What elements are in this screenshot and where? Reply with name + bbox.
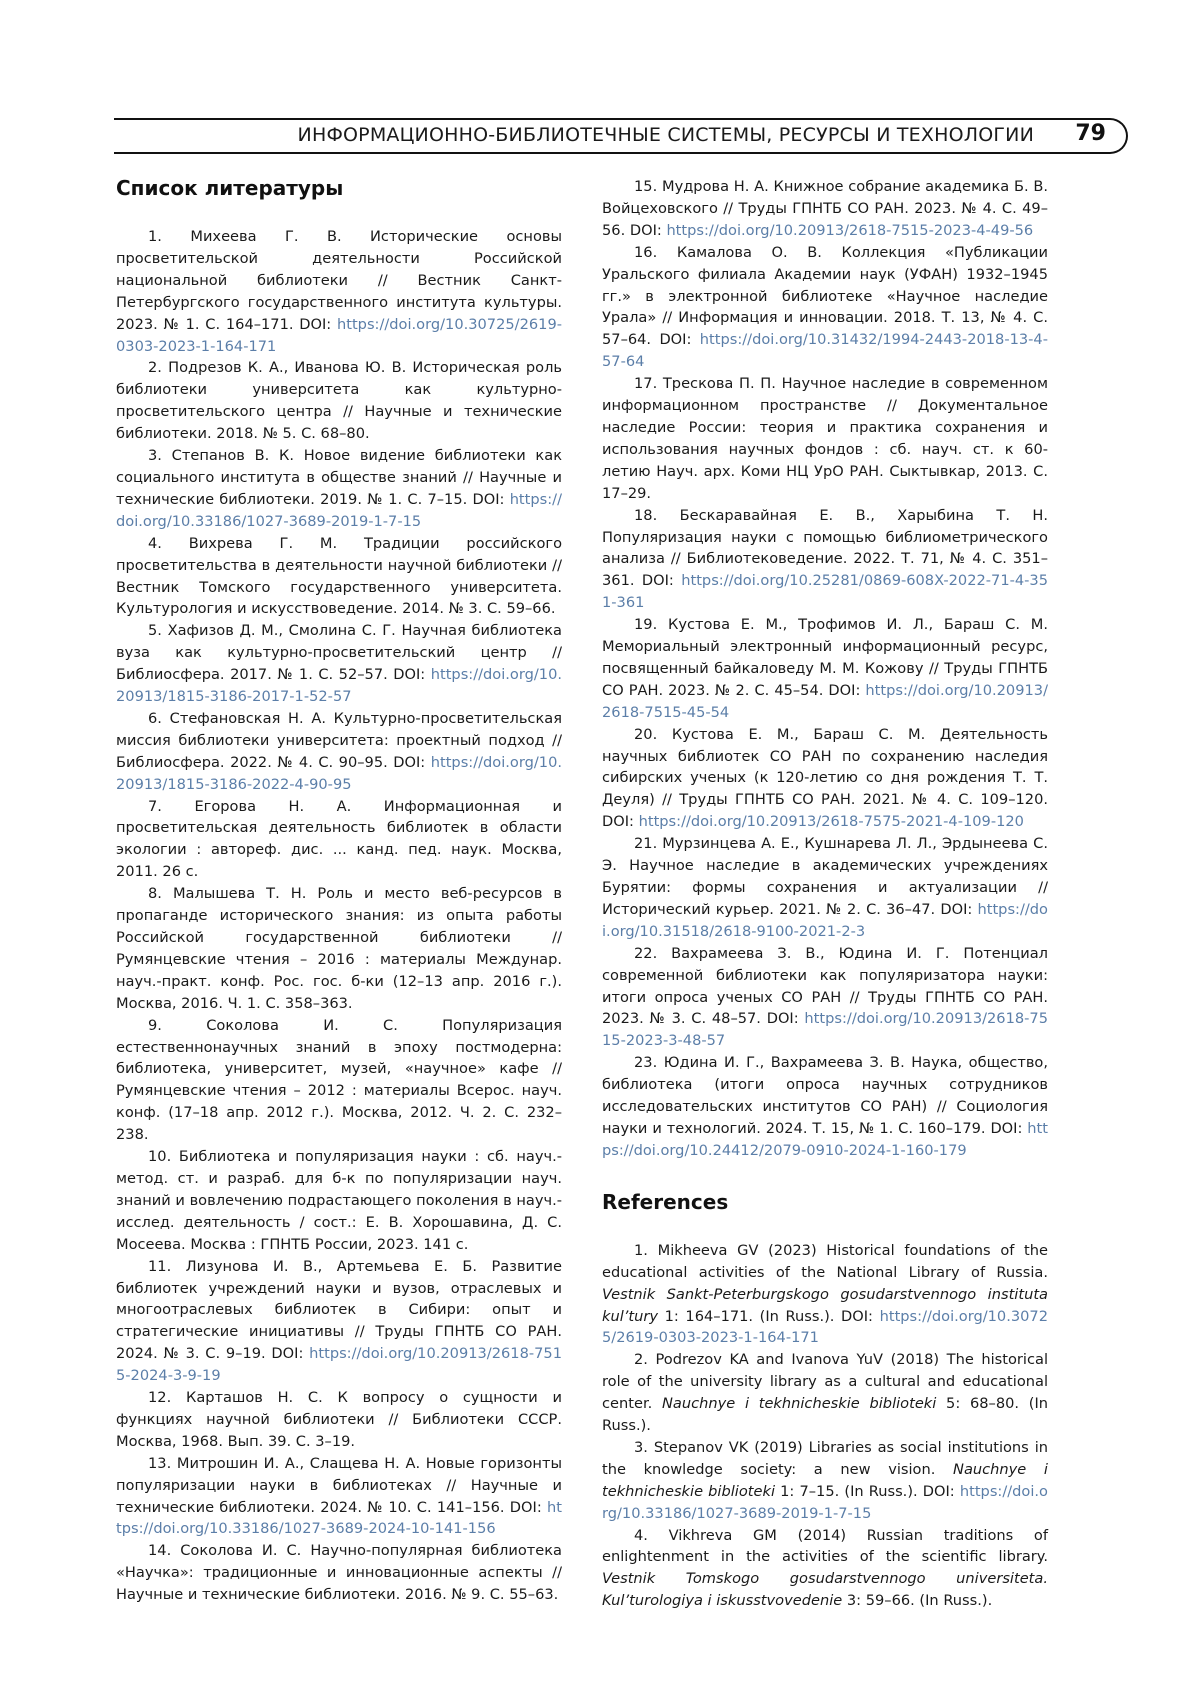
reference-doi-link[interactable]: https://doi.org/10.24412/2079-0910-2024-1-160-179 [602, 1119, 1048, 1159]
running-header [114, 118, 1128, 154]
reference-text: Хафизов Д. М., Смолина С. Г. Научная библиотека вуза как культурно-просветительский центр // Библиосфера. 2017. № 1. С. 52–57. DOI: [116, 622, 563, 684]
reference-text: Трескова П. П. Научное наследие в современном информационном пространстве // Документальное наследие России: теория и практика сохранения и использования научных фондов : сб. науч. ст. к 60-летию Науч. арх. Коми НЦ УрО РАН. Сыктывкар, 2013. С. 17–29. [602, 375, 1048, 502]
reference-item [116, 883, 562, 1014]
reference-doi-link[interactable]: https://doi.org/10.31432/1994-2443-2018-13-4-57-64 [602, 331, 1048, 371]
reference-text-tail: 3: 59–66. (In Russ.). [842, 1592, 993, 1610]
reference-number: 5. [148, 622, 162, 640]
journal-title: Nauchnye i tekhnicheskie biblioteki [602, 1460, 1048, 1500]
reference-text: Соколова И. С. Популяризация естественнонаучных знаний в эпоху постмодерна: библиотека, университет, музей, «научное» кафе // Румянцевские чтения – 2012 : материалы Всерос. науч. конф. (17–18 апр. 2012 г.). Москва, 2012. Ч. 2. С. 232–238. [116, 1016, 562, 1144]
english-references-heading: References [602, 1189, 729, 1214]
reference-item [116, 226, 562, 357]
reference-number: 4. [148, 534, 162, 552]
reference-item [602, 242, 1048, 373]
reference-item [116, 533, 562, 621]
reference-number: 13. [148, 1454, 172, 1472]
reference-text: Подрезов К. А., Иванова Ю. В. Историческая роль библиотеки университета как культурно-просветительского центра // Научные и технические библиотеки. 2018. № 5. С. 68–80. [116, 359, 562, 443]
reference-doi-link[interactable]: https://doi.org/10.30725/2619-0303-2023-1-164-171 [116, 315, 562, 355]
reference-number: 1. [148, 228, 162, 245]
reference-number: 17. [634, 375, 658, 393]
reference-text: Карташов Н. С. К вопросу о сущности и функциях научной библиотеки // Библиотеки СССР. Москва, 1968. Вып. 39. С. 3–19. [116, 1389, 562, 1450]
english-reference-list [602, 1240, 1048, 1612]
reference-doi-link[interactable]: https://doi.org/10.20913/2618-7515-2023-4-49-56 [666, 221, 1034, 239]
reference-number: 21. [634, 835, 658, 853]
page-number: 79 [1075, 121, 1106, 146]
reference-text-tail: 1: 164–171. (In Russ.). DOI: [658, 1307, 880, 1325]
russian-references-heading: Список литературы [116, 176, 344, 200]
reference-item [602, 373, 1048, 504]
reference-number: 11. [148, 1257, 172, 1275]
reference-text: Кустова Е. М., Бараш С. М. Деятельность научных библиотек СО РАН по сохранению наследия сибирских ученых (к 120-летию со дня рождения Т. Т. Деуля) // Труды ГПНТБ СО РАН. 2021. № 4. С. 109–120. DOI: [602, 725, 1049, 831]
reference-number: 14. [148, 1542, 172, 1560]
reference-text: Камалова О. В. Коллекция «Публикации Уральского филиала Академии наук (УФАН) 1932–1945 гг.» в электронной библиотеке «Научное наследие Урала» // Информация и инновации. 2018. Т. 13, № 4. С. 57–64. DOI: [602, 243, 1049, 349]
reference-item [116, 1387, 562, 1453]
reference-text: Бескаравайная Е. В., Харыбина Т. Н. Популяризация науки с помощью библиометрического анализа // Библиотековедение. 2022. Т. 71, № 4. С. 351–361. DOI: [602, 506, 1048, 590]
reference-text: Библиотека и популяризация науки : сб. науч.-метод. ст. и разраб. для б-к по популяризации науч. знаний и вовлечению подрастающего поколения в науч.-исслед. деятельность / сост.: Е. В. Хорошавина, Д. С. Мосеева. Москва : ГПНТБ России, 2023. 141 с. [116, 1148, 563, 1253]
russian-reference-list-part1 [116, 226, 562, 1606]
reference-text: Мурзинцева А. Е., Кушнарева Л. Л., Эрдынеева С. Э. Научное наследие в академических учреждениях Бурятии: формы сохранения и актуализации // Исторический курьер. 2021. № 2. С. 36–47. DOI: [602, 835, 1048, 918]
reference-item [116, 796, 562, 884]
reference-text: Podrezov KA and Ivanova YuV (2018) The historical role of the university library as a cultural and educational center. [602, 1351, 1049, 1413]
reference-item [116, 1256, 562, 1387]
reference-text: Лизунова И. В., Артемьева Е. Б. Развитие библиотек учреждений науки и вузов, отраслевых и многоотраслевых библиотек в Сибири: опыт и стратегические инициативы // Труды ГПНТБ СО РАН. 2024. № 3. С. 9–19. DOI: [116, 1257, 562, 1363]
reference-item [116, 708, 562, 796]
reference-text: Митрошин И. А., Слащева Н. А. Новые горизонты популяризации науки в библиотеках // Научные и технические библиотеки. 2024. № 10. С. 141–156. DOI: [116, 1454, 562, 1516]
reference-number: 23. [634, 1054, 658, 1072]
journal-title: Nauchnye i tekhnicheskie biblioteki [661, 1395, 937, 1413]
reference-text: Вихрева Г. М. Традиции российского просветительства в деятельности научной библиотеки // Вестник Томского государственного университета. Культурология и искусствоведение. 2014. № 3. С. 59–66. [116, 534, 562, 618]
russian-reference-list-part2 [602, 176, 1048, 1162]
reference-number: 18. [634, 506, 658, 524]
reference-number: 15. [634, 178, 658, 195]
reference-doi-link[interactable]: https://doi.org/10.20913/2618-7515-2023-3-48-57 [602, 1010, 1048, 1050]
reference-item [116, 1015, 562, 1146]
reference-text: Stepanov VK (2019) Libraries as social institutions in the knowledge society: a new vision. [602, 1438, 1048, 1478]
reference-number: 4. [634, 1526, 648, 1544]
left-column [116, 176, 562, 1606]
reference-text: Mikheeva GV (2023) Historical foundations of the educational activities of the National Library of Russia. [602, 1241, 1048, 1281]
reference-doi-link[interactable]: https://doi.org/10.20913/1815-3186-2022-4-90-95 [116, 753, 562, 793]
reference-text: Малышева Т. Н. Роль и место веб-ресурсов в пропаганде исторического знания: из опыта работы Российской государственной библиотеки // Румянцевские чтения – 2016 : материалы Междунар. науч.-практ. конф. Рос. гос. б-ки (12–13 апр. 2016 г.). Москва, 2016. Ч. 1. С. 358–363. [116, 885, 563, 1012]
reference-text: Соколова И. С. Научно-популярная библиотека «Научка»: традиционные и инновационные аспекты // Научные и технические библиотеки. 2016. № 9. С. 55–63. [116, 1542, 562, 1604]
reference-doi-link[interactable]: https://doi.org/10.33186/1027-3689-2024-10-141-156 [116, 1498, 562, 1538]
reference-item [602, 724, 1048, 834]
reference-text: Егорова Н. А. Информационная и просветительская деятельность библиотек в области экологии : автореф. дис. ... канд. пед. наук. Москва, 2011. 26 с. [116, 797, 563, 881]
reference-item [116, 1540, 562, 1606]
reference-item [602, 943, 1048, 1053]
reference-number: 6. [148, 709, 162, 727]
reference-item [116, 445, 562, 533]
reference-item [602, 1240, 1048, 1350]
reference-number: 9. [148, 1016, 162, 1034]
reference-item [602, 176, 1048, 242]
reference-number: 3. [634, 1438, 648, 1456]
reference-text: Михеева Г. В. Исторические основы просветительской деятельности Российской национальной библиотеки // Вестник Санкт-Петербургского государственного института культуры. 2023. № 1. С. 164–171. DOI: [116, 228, 562, 333]
reference-doi-link[interactable]: https://doi.org/10.20913/2618-7575-2021-4-109-120 [638, 813, 1024, 831]
reference-item [116, 620, 562, 708]
reference-doi-link[interactable]: https://doi.org/10.25281/0869-608X-2022-71-4-351-361 [602, 572, 1048, 612]
reference-item [116, 1146, 562, 1256]
reference-number: 1. [634, 1241, 648, 1259]
reference-number: 7. [148, 797, 162, 815]
reference-doi-link[interactable]: https://doi.org/10.20913/1815-3186-2017-1-52-57 [116, 666, 562, 706]
reference-item [602, 1349, 1048, 1437]
reference-doi-link[interactable]: https://doi.org/10.30725/2619-0303-2023-1-164-171 [602, 1307, 1048, 1347]
journal-title: Vestnik Tomskogo gosudarstvennogo universiteta. Kul’turologiya i iskusstvovedenie [602, 1570, 1048, 1610]
reference-number: 10. [148, 1148, 172, 1166]
reference-item [602, 614, 1048, 724]
reference-number: 19. [634, 616, 658, 634]
reference-doi-link[interactable]: https://doi.org/10.20913/2618-7515-2024-3-9-19 [116, 1345, 562, 1385]
reference-text: Вахрамеева З. В., Юдина И. Г. Потенциал современной библиотеки как популяризатора науки: итоги опроса ученых СО РАН // Труды ГПНТБ СО РАН. 2023. № 3. С. 48–57. DOI: [602, 944, 1048, 1028]
reference-text: Кустова Е. М., Трофимов И. Л., Бараш С. М. Мемориальный электронный информационный ресурс, посвященный байкаловеду М. М. Кожову // Труды ГПНТБ СО РАН. 2023. № 2. С. 45–54. DOI: [602, 616, 1049, 699]
journal-section-title: ИНФОРМАЦИОННО-БИБЛИОТЕЧНЫЕ СИСТЕМЫ, РЕСУРСЫ И ТЕХНОЛОГИИ [297, 124, 1034, 146]
reference-doi-link[interactable]: https://doi.org/10.33186/1027-3689-2019-1-7-15 [602, 1482, 1048, 1522]
right-column [602, 176, 1048, 1612]
reference-number: 8. [148, 885, 162, 903]
reference-doi-link[interactable]: https://doi.org/10.31518/2618-9100-2021-2-3 [602, 900, 1048, 940]
reference-number: 2. [634, 1351, 648, 1369]
reference-item [602, 1052, 1048, 1162]
reference-item [116, 1453, 562, 1541]
reference-doi-link[interactable]: https://doi.org/10.20913/2618-7515-45-54 [602, 681, 1048, 721]
reference-item [602, 1525, 1048, 1613]
reference-item [116, 357, 562, 445]
reference-text: Мудрова Н. А. Книжное собрание академика Б. В. Войцеховского // Труды ГПНТБ СО РАН. 2023. № 4. С. 49–56. DOI: [602, 178, 1049, 239]
reference-number: 16. [634, 243, 658, 261]
reference-text: Стефановская Н. А. Культурно-просветительская миссия библиотеки университета: проектный подход // Библиосфера. 2022. № 4. С. 90–95. DOI: [116, 709, 562, 771]
reference-number: 22. [634, 944, 658, 962]
reference-text: Степанов В. К. Новое видение библиотеки как социального института в обществе знаний // Научные и технические библиотеки. 2019. № 1. С. 7–15. DOI: [116, 447, 563, 508]
journal-title: Vestnik Sankt-Peterburgskogo gosudarstvennogo instituta kul’tury [602, 1285, 1048, 1325]
reference-item [602, 833, 1048, 943]
reference-text: Юдина И. Г., Вахрамеева З. В. Наука, общество, библиотека (итоги опроса научных сотрудников исследовательских институтов СО РАН) // Социология науки и технологий. 2024. Т. 15, № 1. С. 160–179. DOI: [602, 1054, 1048, 1137]
reference-doi-link[interactable]: https://doi.org/10.33186/1027-3689-2019-1-7-15 [116, 490, 562, 530]
reference-number: 20. [634, 725, 658, 743]
reference-number: 2. [148, 359, 162, 377]
reference-text-tail: 5: 68–80. (In Russ.). [602, 1395, 1049, 1435]
reference-item [602, 505, 1048, 615]
reference-text: Vikhreva GM (2014) Russian traditions of enlightenment in the activities of the scientific library. [602, 1526, 1048, 1566]
reference-text-tail: 1: 7–15. (In Russ.). DOI: [775, 1482, 960, 1500]
reference-number: 12. [148, 1389, 172, 1407]
reference-item [602, 1437, 1048, 1525]
reference-number: 3. [148, 447, 162, 465]
